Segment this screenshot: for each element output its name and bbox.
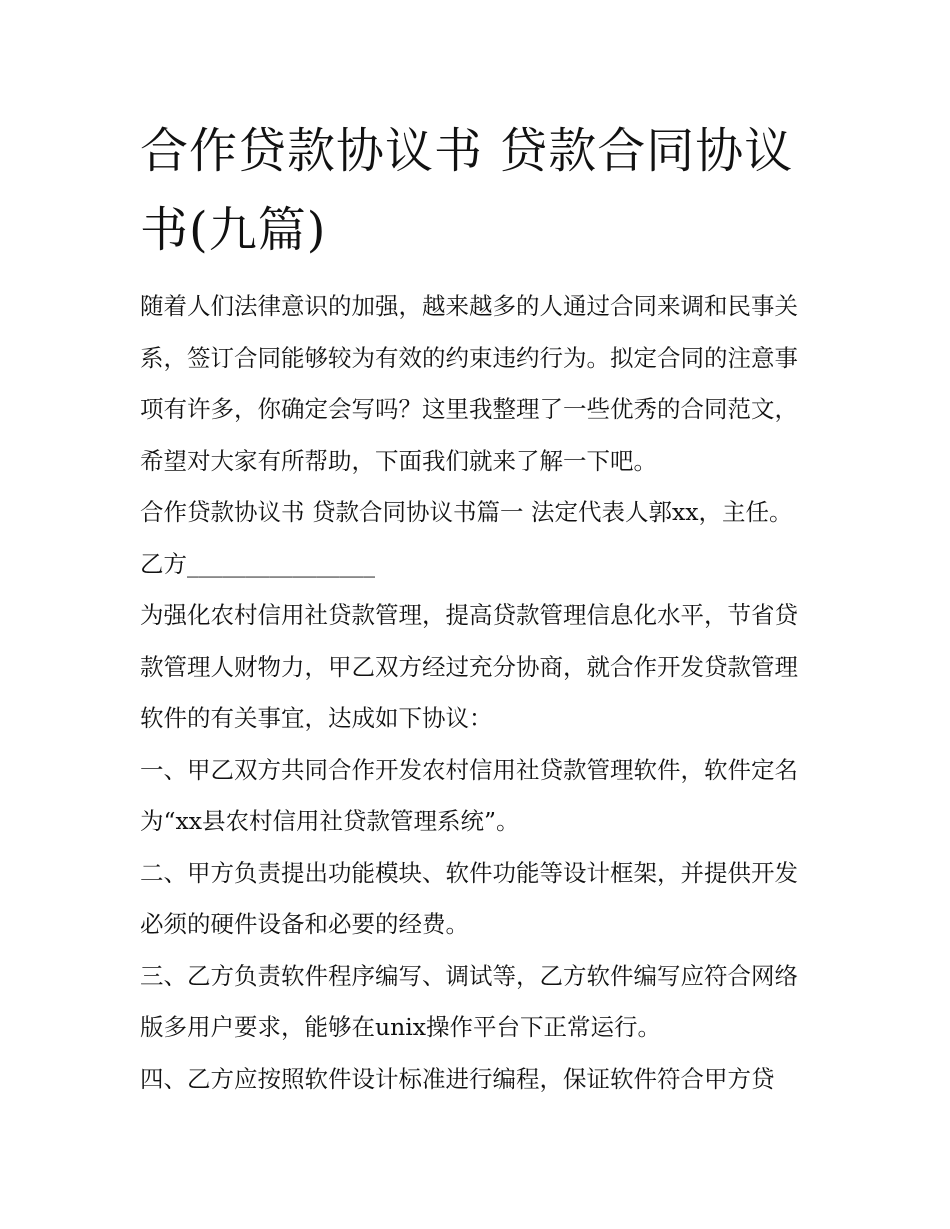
clause-4-paragraph: 四、乙方应按照软件设计标准进行编程，保证软件符合甲方贷 — [140, 1064, 775, 1093]
clause-3-paragraph: 三、乙方负责软件程序编写、调试等，乙方软件编写应符合网络版多用户要求，能够在unix操作平台下正常运行。 — [140, 961, 798, 1041]
section-header-paragraph: 合作贷款协议书 贷款合同协议书篇一 法定代表人郭xx，主任。 乙方________________ — [140, 498, 793, 578]
clause-2-paragraph: 二、甲方负责提出功能模块、软件功能等设计框架，并提供开发必须的硬件设备和必要的经费。 — [140, 858, 798, 938]
intro-paragraph: 随着人们法律意识的加强，越来越多的人通过合同来调和民事关系，签订合同能够较为有效的约束违约行为。拟定合同的注意事项有许多，你确定会写吗？这里我整理了一些优秀的合同范文，希望对大家有所帮助，下面我们就来了解一下吧。 — [140, 292, 798, 475]
preamble-paragraph: 为强化农村信用社贷款管理，提高贷款管理信息化水平，节省贷款管理人财物力，甲乙双方经过充分协商，就合作开发贷款管理软件的有关事宜，达成如下协议： — [140, 601, 798, 732]
clause-1-paragraph: 一、甲乙双方共同合作开发农村信用社贷款管理软件，软件定名为“xx县农村信用社贷款管理系统”。 — [140, 755, 798, 835]
document-title: 合作贷款协议书 贷款合同协议书(九篇) — [140, 123, 794, 258]
document-page — [140, 112, 816, 1105]
